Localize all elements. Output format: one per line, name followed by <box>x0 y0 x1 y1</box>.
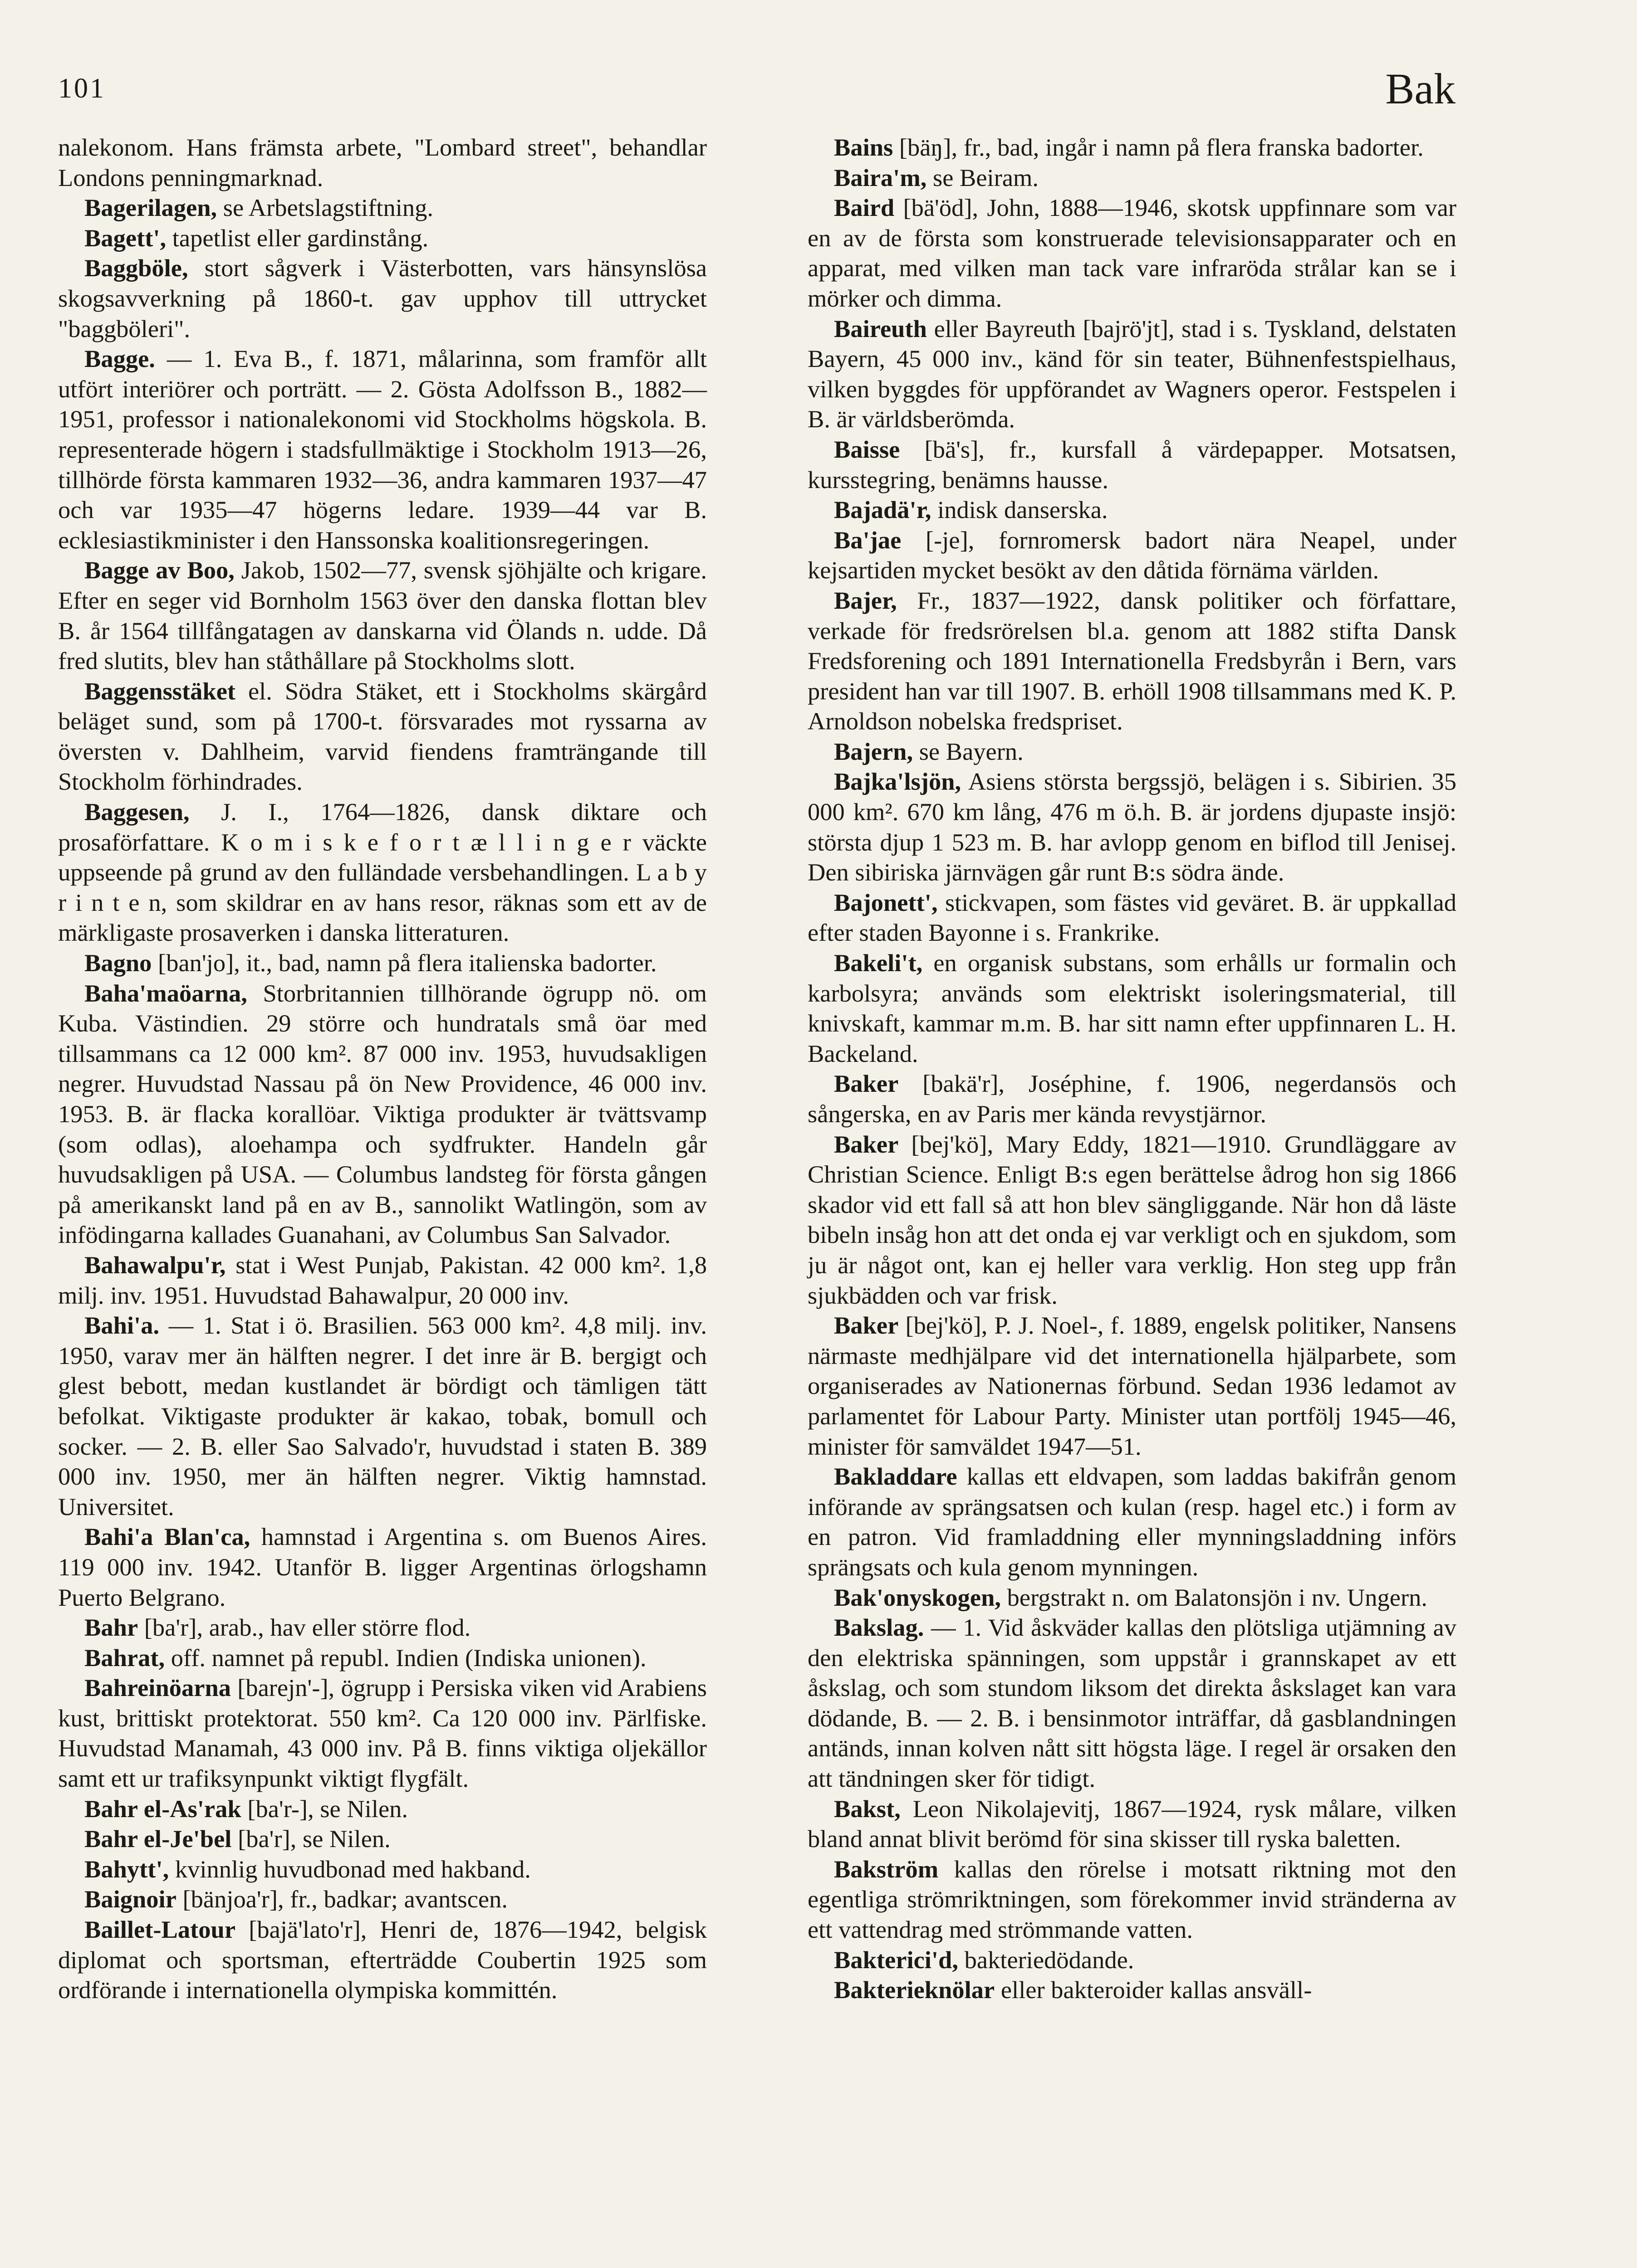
entry-headword: Bahi'a. <box>84 1311 160 1339</box>
entry-text: J. I., 1764—1826, dansk diktare och prosaförfattare. K o m i s k e f o r t æ l l i n g e r väckte uppseende på grund av den fulländade versbehandlingen. L a b y r i n t e n, som skildrar en av hans resor, räknas som ett av de märkligaste prosaverken i danska litteraturen. <box>58 798 707 947</box>
dictionary-entry <box>808 1794 1456 1854</box>
entry-text: bakteriedödande. <box>958 1945 1134 1974</box>
entry-text: nalekonom. Hans främsta arbete, "Lombard street", behandlar Londons penningmarknad. <box>58 133 707 191</box>
entry-text: [barejn'-], ögrupp i Persiska viken vid Arabiens kust, brittiskt protektorat. 550 km². Ca 120 000 inv. Pärlfiske. Huvudstad Manamah, 43 000 inv. På B. finns viktiga oljekällor samt ett ur trafiksynpunkt viktigt flygfält. <box>58 1674 707 1793</box>
entry-headword: Bajka'lsjön, <box>834 767 961 796</box>
entry-text: — 1. Vid åskväder kallas den plötsliga utjämning av den elektriska spänningen, som uppstår i grannskapet av ett åskslag, och som stundom liksom det direkta åskslaget kan vara dödande, B. — 2. B. i bensinmotor inträffar, då gasblandningen antänds, innan kolven nått sitt högsta läge. I regel är orsaken den att tändningen sker för tidigt. <box>808 1613 1456 1793</box>
dictionary-entry <box>808 1310 1456 1461</box>
entry-text: eller bakteroider kallas ansväll- <box>995 1976 1312 2004</box>
dictionary-entry <box>58 193 707 223</box>
entry-text: bergstrakt n. om Balatonsjön i nv. Ungern. <box>1001 1583 1428 1611</box>
dictionary-entry <box>58 1250 707 1310</box>
entry-headword: Bahrat, <box>84 1643 165 1672</box>
dictionary-entry <box>808 586 1456 737</box>
dictionary-entry <box>808 1613 1456 1794</box>
entry-text: — 1. Stat i ö. Brasilien. 563 000 km². 4,8 milj. inv. 1950, varav mer än hälften negrer. I det inre är B. bergigt och glest bebott, medan kustlandet är bördigt och tämligen tätt befolkat. Viktigaste produkter är kakao, tobak, bomull och socker. — 2. B. eller Sao Salvado'r, huvudstad i staten B. 389 000 inv. 1950, mer än hälften negrer. Viktig hamnstad. Universitet. <box>58 1311 707 1520</box>
entry-text: Leon Nikolajevitj, 1867—1924, rysk målare, vilken bland annat blivit berömd för sina skisser till ryska baletten. <box>808 1794 1456 1853</box>
entry-text: tapetlist eller gardinstång. <box>166 224 429 252</box>
entry-headword: Baker <box>834 1070 899 1098</box>
dictionary-entry <box>58 978 707 1250</box>
dictionary-entry <box>58 676 707 797</box>
entry-text: eller Bayreuth [bajrö'jt], stad i s. Tyskland, delstaten Bayern, 45 000 inv., känd för sin teater, Bühnenfestspielhaus, vilken byggdes för uppförandet av Wagners operor. Festspelen i B. är världsberömda. <box>808 314 1456 433</box>
entry-headword: Bajonett', <box>834 888 938 916</box>
dictionary-entry <box>808 1945 1456 1975</box>
entry-headword: Bagno <box>84 949 152 977</box>
entry-text: se Beiram. <box>926 163 1039 191</box>
dictionary-entry <box>58 253 707 344</box>
entry-text: Fr., 1837—1922, dansk politiker och författare, verkade för fredsrörelsen bl.a. genom att 1882 stifta Dansk Fredsforening och 1891 Internationella Fredsbyrån i Bern, vars president han var till 1907. B. erhöll 1908 tillsammans med K. P. Arnoldson nobelska fredspriset. <box>808 586 1456 735</box>
dictionary-entry <box>808 737 1456 767</box>
dictionary-entry <box>58 1310 707 1522</box>
dictionary-entry <box>808 1583 1456 1613</box>
dictionary-entry <box>58 797 707 948</box>
entry-headword: Baignoir <box>84 1885 176 1913</box>
entry-headword: Baha'maöarna, <box>84 979 247 1007</box>
dictionary-entry <box>58 1915 707 2005</box>
dictionary-entry <box>808 1975 1456 2005</box>
entry-headword: Baireuth <box>834 314 927 342</box>
entry-text: Asiens största bergssjö, belägen i s. Sibirien. 35 000 km². 670 km lång, 476 m ö.h. B. är jordens djupaste insjö: största djup 1 523 m. B. har avlopp genom en biflod till Jenisej. Den sibiriska järnvägen går runt B:s södra ände. <box>808 767 1456 886</box>
entry-text: [bej'kö], P. J. Noel-, f. 1889, engelsk politiker, Nansens närmaste medhjälpare vid det internationella hjälparbete, som organiserades av Nationernas förbund. Sedan 1936 ledamot av parlamentet för Labour Party. Minister utan portfölj 1945—46, minister för samväldet 1947—51. <box>808 1311 1456 1460</box>
dictionary-entry <box>58 1613 707 1643</box>
entry-headword: Bakeli't, <box>834 949 923 977</box>
dictionary-entry <box>58 1824 707 1854</box>
dictionary-entry <box>808 767 1456 887</box>
page-number: 101 <box>58 73 106 104</box>
dictionary-entry <box>808 1461 1456 1582</box>
entry-headword: Baker <box>834 1130 899 1158</box>
dictionary-entry <box>808 1069 1456 1129</box>
dictionary-entry <box>58 1854 707 1885</box>
entry-text: [bakä'r], Joséphine, f. 1906, negerdansös och sångerska, en av Paris mer kända revystjärnor. <box>808 1070 1456 1128</box>
entry-text: [-je], fornromersk badort nära Neapel, under kejsartiden mycket besökt av den dåtida förnäma världen. <box>808 526 1456 584</box>
dictionary-entry <box>808 163 1456 193</box>
entry-headword: Baisse <box>834 435 900 463</box>
dictionary-entry <box>58 555 707 676</box>
dictionary-entry <box>808 525 1456 586</box>
entry-text: kvinnlig huvudbonad med hakband. <box>169 1855 531 1883</box>
entry-text: [ban'jo], it., bad, namn på flera italienska badorter. <box>152 949 657 977</box>
entry-text: stort sågverk i Västerbotten, vars hänsynslösa skogsavverkning på 1860-t. gav upphov till uttrycket "baggböleri". <box>58 254 707 342</box>
entry-headword: Bahytt', <box>84 1855 169 1883</box>
dictionary-entry <box>808 948 1456 1069</box>
dictionary-entry <box>58 223 707 254</box>
entry-headword: Baillet-Latour <box>84 1916 236 1944</box>
entry-headword: Baird <box>834 194 895 222</box>
entry-text: [ba'r], se Nilen. <box>231 1825 391 1853</box>
entry-text: [bä'öd], John, 1888—1946, skotsk uppfinnare som var en av de första som konstruerade televisionsapparater och en apparat, med vilken man tack vare infraröda strålar kan se i mörker och dimma. <box>808 194 1456 312</box>
dictionary-entry <box>808 1854 1456 1945</box>
entry-text: el. Södra Stäket, ett i Stockholms skärgård beläget sund, som på 1700-t. försvarades mot ryssarna av översten v. Dahlheim, varvid fiendens framträngande till Stockholm förhindrades. <box>58 677 707 796</box>
entry-text: Storbritannien tillhörande ögrupp nö. om Kuba. Västindien. 29 större och hundratals små öar med tillsammans ca 12 000 km². 87 000 inv. 1953, huvudsakligen negrer. Huvudstad Nassau på ön New Providence, 46 000 inv. 1953. B. är flacka korallöar. Viktiga produkter är tvättsvamp (som odlas), aloehampa och sydfrukter. Handeln går huvudsakligen på USA. — Columbus landsteg för första gången på amerikanskt land på en av B., sannolikt Watlingön, som av infödingarna kallades Guanahani, av Columbus San Salvador. <box>58 979 707 1249</box>
entry-text: [bajä'lato'r], Henri de, 1876—1942, belgisk diplomat och sportsman, efterträdde Coubertin 1925 som ordförande i internationella olympiska kommittén. <box>58 1916 707 2004</box>
entry-text: hamnstad i Argentina s. om Buenos Aires. 119 000 inv. 1942. Utanför B. ligger Argentinas örlogshamn Puerto Belgrano. <box>58 1523 707 1611</box>
entry-headword: Bajern, <box>834 737 913 765</box>
dictionary-entry <box>58 1884 707 1915</box>
entry-headword: Baggböle, <box>84 254 188 282</box>
entry-headword: Bains <box>834 133 893 161</box>
entry-headword: Bahreinöarna <box>84 1674 231 1702</box>
entry-headword: Bajer, <box>834 586 897 614</box>
entry-headword: Bakström <box>834 1855 939 1883</box>
dictionary-entry <box>58 132 707 193</box>
entry-text: se Arbetslagstiftning. <box>217 194 433 222</box>
entry-text: [ba'r], arab., hav eller större flod. <box>138 1613 471 1642</box>
dictionary-entry <box>58 1794 707 1824</box>
entry-headword: Bahr <box>84 1613 138 1642</box>
entry-headword: Bagge av Boo, <box>84 556 235 584</box>
entry-text: kallas den rörelse i motsatt riktning mot den egentliga strömriktningen, som förekommer invid stränderna av ett vattendrag med strömmande vatten. <box>808 1855 1456 1944</box>
entry-headword: Bakterici'd, <box>834 1945 958 1974</box>
entry-text: [bäŋ], fr., bad, ingår i namn på flera franska badorter. <box>893 133 1424 161</box>
entry-text: — 1. Eva B., f. 1871, målarinna, som framför allt utfört interiörer och porträtt. — 2. Gösta Adolfsson B., 1882—1951, professor i nationalekonomi vid Stockholms högskola. B. representerade högern i stadsfullmäktige i Stockholm 1913—26, tillhörde första kammaren 1932—36, andra kammaren 1937—47 och var 1935—47 högerns ledare. 1939—44 var B. ecklesiastikminister i den Hanssonska koalitionsregeringen. <box>58 345 707 554</box>
dictionary-entry <box>808 435 1456 495</box>
dictionary-entry <box>58 344 707 555</box>
dictionary-entry <box>58 1522 707 1613</box>
entry-text: stickvapen, som fästes vid geväret. B. är uppkallad efter staden Bayonne i s. Frankrike. <box>808 888 1456 947</box>
entry-headword: Bahi'a Blan'ca, <box>84 1523 250 1551</box>
dictionary-entry <box>58 948 707 978</box>
entry-headword: Bak'onyskogen, <box>834 1583 1001 1611</box>
entry-headword: Bahr el-Je'bel <box>84 1825 232 1853</box>
dictionary-entry <box>808 1129 1456 1311</box>
entry-headword: Baker <box>834 1311 899 1339</box>
entry-headword: Bakterieknölar <box>834 1976 995 2004</box>
entry-text: en organisk substans, som erhålls ur formalin och karbolsyra; används som elektriskt isoleringsmaterial, till knivskaft, kammar m.m. B. har sitt namn efter uppfinnaren L. H. Backeland. <box>808 949 1456 1067</box>
entry-headword: Bajadä'r, <box>834 496 931 524</box>
entry-headword: Bakladdare <box>834 1462 957 1491</box>
entry-headword: Ba'jae <box>834 526 902 554</box>
entry-headword: Baggensstäket <box>84 677 236 705</box>
entry-headword: Bahawalpu'r, <box>84 1251 226 1279</box>
entry-text: indisk danserska. <box>931 496 1108 524</box>
dictionary-entry <box>808 193 1456 313</box>
entry-headword: Bahr el-As'rak <box>84 1794 241 1823</box>
entry-text: off. namnet på republ. Indien (Indiska unionen). <box>165 1643 647 1672</box>
entry-headword: Bakslag. <box>834 1613 924 1642</box>
entry-headword: Bagerilagen, <box>84 194 217 222</box>
dictionary-entry <box>808 495 1456 525</box>
entry-text: [ba'r-], se Nilen. <box>241 1794 408 1823</box>
entry-text: stat i West Punjab, Pakistan. 42 000 km². 1,8 milj. inv. 1951. Huvudstad Bahawalpur, 20 000 inv. <box>58 1251 707 1309</box>
entry-text: [bänjoa'r], fr., badkar; avantscen. <box>176 1885 508 1913</box>
dictionary-entry <box>58 1673 707 1794</box>
entry-text: Jakob, 1502—77, svensk sjöhjälte och krigare. Efter en seger vid Bornholm 1563 över den danska flottan blev B. år 1564 tillfångatagen av danskarna vid Ölands n. udde. Då fred slutits, blev han ståthållare på Stockholms slott. <box>58 556 707 675</box>
dictionary-entry <box>58 1643 707 1673</box>
entry-text: [bä's], fr., kursfall å värdepapper. Motsatsen, kursstegring, benämns hausse. <box>808 435 1456 494</box>
entry-text: kallas ett eldvapen, som laddas bakifrån genom införande av sprängsatsen och kulan (resp. hagel etc.) i form av en patron. Vid framladdning eller mynningsladdning införs sprängsats och kula genom mynningen. <box>808 1462 1456 1581</box>
entry-headword: Bagge. <box>84 345 155 373</box>
entry-text: se Bayern. <box>913 737 1024 765</box>
entry-headword: Baira'm, <box>834 163 927 191</box>
entry-headword: Bagett', <box>84 224 167 252</box>
dictionary-entry <box>808 314 1456 435</box>
left-column <box>58 132 707 2005</box>
entry-headword: Bakst, <box>834 1794 901 1823</box>
dictionary-entry <box>808 888 1456 948</box>
running-head: Bak <box>1385 64 1456 113</box>
dictionary-entry <box>808 132 1456 163</box>
entry-headword: Baggesen, <box>84 798 190 826</box>
right-column <box>808 132 1456 2005</box>
entry-text: [bej'kö], Mary Eddy, 1821—1910. Grundläggare av Christian Science. Enligt B:s egen berättelse ådrog hon sig 1866 skador vid ett fall så att hon blev sängliggande. När hon då läste bibeln insåg hon att det onda ej var verkligt och en sjukdom, som ju är något ont, kan ej heller vara verklig. Hon steg upp från sjukbädden och var frisk. <box>808 1130 1456 1309</box>
